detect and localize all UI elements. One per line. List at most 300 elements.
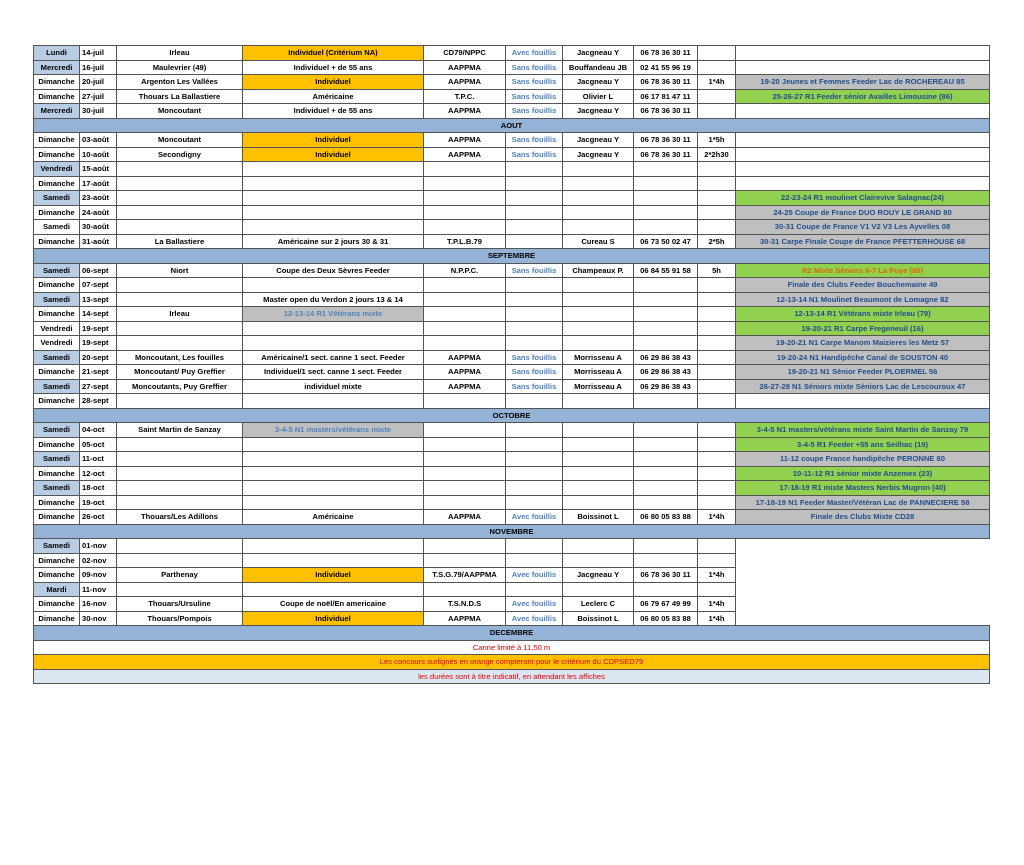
cell-phone: 06 78 36 30 11 — [634, 133, 698, 148]
cell-fouillis — [506, 292, 563, 307]
cell-duration — [698, 553, 736, 568]
cell-org: AAPPMA — [424, 147, 506, 162]
cell-contact — [563, 539, 634, 554]
cell-place: Saint Martin de Sanzay — [117, 423, 243, 438]
cell-place: Moncoutant — [117, 104, 243, 119]
cell-contact — [563, 336, 634, 351]
cell-org: T.P.L.B.79 — [424, 234, 506, 249]
cell-contact — [563, 423, 634, 438]
cell-event — [736, 176, 990, 191]
cell-dow: Dimanche — [34, 597, 80, 612]
cell-place — [117, 582, 243, 597]
cell-duration — [698, 336, 736, 351]
cell-dow: Samedi — [34, 220, 80, 235]
cell-org — [424, 321, 506, 336]
schedule-row — [34, 495, 990, 510]
schedule-row — [34, 481, 990, 496]
cell-date: 23-août — [80, 191, 117, 206]
cell-fouillis — [506, 321, 563, 336]
cell-duration: 1*4h — [698, 597, 736, 612]
cell-contact — [563, 481, 634, 496]
cell-org — [424, 205, 506, 220]
cell-place — [117, 452, 243, 467]
cell-dow: Samedi — [34, 350, 80, 365]
cell-place: Moncoutant, Les fouilles — [117, 350, 243, 365]
cell-contact — [563, 452, 634, 467]
cell-date: 31-août — [80, 234, 117, 249]
schedule-row — [34, 321, 990, 336]
cell-duration — [698, 394, 736, 409]
schedule-row — [34, 104, 990, 119]
cell-dow: Dimanche — [34, 568, 80, 583]
cell-org — [424, 437, 506, 452]
cell-dow: Dimanche — [34, 437, 80, 452]
cell-event: 12-13-14 R1 Vétérans mixte Irleau (79) — [736, 307, 990, 322]
cell-event — [736, 539, 990, 554]
cell-date: 09-nov — [80, 568, 117, 583]
cell-phone — [634, 495, 698, 510]
cell-org: CD79/NPPC — [424, 46, 506, 61]
cell-format: 12-13-14 R1 Vétérans mixte — [243, 307, 424, 322]
cell-org: AAPPMA — [424, 510, 506, 525]
cell-format — [243, 437, 424, 452]
cell-org — [424, 539, 506, 554]
cell-duration — [698, 495, 736, 510]
cell-phone — [634, 452, 698, 467]
cell-contact: Boissinot L — [563, 510, 634, 525]
cell-format — [243, 162, 424, 177]
cell-phone — [634, 191, 698, 206]
cell-date: 04-oct — [80, 423, 117, 438]
cell-phone — [634, 176, 698, 191]
cell-dow: Dimanche — [34, 278, 80, 293]
cell-fouillis: Sans fouillis — [506, 60, 563, 75]
cell-dow: Samedi — [34, 423, 80, 438]
cell-format — [243, 452, 424, 467]
schedule-row — [34, 278, 990, 293]
cell-format: Américaine sur 2 jours 30 & 31 — [243, 234, 424, 249]
cell-dow: Samedi — [34, 263, 80, 278]
cell-duration — [698, 191, 736, 206]
cell-phone — [634, 205, 698, 220]
cell-duration — [698, 350, 736, 365]
schedule-row — [34, 452, 990, 467]
month-label: OCTOBRE — [34, 408, 990, 423]
month-header — [34, 118, 990, 133]
schedule-row — [34, 292, 990, 307]
cell-contact: Bouffandeau JB — [563, 60, 634, 75]
cell-dow: Dimanche — [34, 611, 80, 626]
cell-contact: Boissinot L — [563, 611, 634, 626]
cell-org: AAPPMA — [424, 365, 506, 380]
cell-fouillis: Sans fouillis — [506, 133, 563, 148]
schedule-row — [34, 205, 990, 220]
cell-phone: 06 78 36 30 11 — [634, 568, 698, 583]
schedule-row — [34, 75, 990, 90]
cell-duration — [698, 220, 736, 235]
cell-place — [117, 321, 243, 336]
cell-place — [117, 162, 243, 177]
month-label: DECEMBRE — [34, 626, 990, 641]
cell-event — [736, 582, 990, 597]
cell-contact: Jacgneau Y — [563, 75, 634, 90]
cell-phone: 06 73 50 02 47 — [634, 234, 698, 249]
cell-contact — [563, 292, 634, 307]
cell-phone — [634, 539, 698, 554]
cell-event: 10-11-12 R1 sénior mixte Anzemes (23) — [736, 466, 990, 481]
cell-event — [736, 133, 990, 148]
cell-place: Secondigny — [117, 147, 243, 162]
cell-fouillis — [506, 495, 563, 510]
cell-date: 10-août — [80, 147, 117, 162]
cell-date: 19-sept — [80, 336, 117, 351]
schedule-row — [34, 568, 990, 583]
cell-format: Individuel — [243, 611, 424, 626]
cell-contact: Morrisseau A — [563, 379, 634, 394]
month-label: AOUT — [34, 118, 990, 133]
cell-place: Thouars/Pompois — [117, 611, 243, 626]
cell-place: Irleau — [117, 307, 243, 322]
cell-place — [117, 191, 243, 206]
cell-org — [424, 466, 506, 481]
cell-format: 3-4-5 N1 masters/vétérans mixte — [243, 423, 424, 438]
cell-dow: Samedi — [34, 481, 80, 496]
cell-date: 19-oct — [80, 495, 117, 510]
cell-phone — [634, 423, 698, 438]
cell-date: 27-sept — [80, 379, 117, 394]
cell-place — [117, 481, 243, 496]
schedule-row — [34, 394, 990, 409]
cell-duration — [698, 539, 736, 554]
cell-event: 12-13-14 N1 Moulinet Beaumont de Lomagne 82 — [736, 292, 990, 307]
cell-contact: Morrisseau A — [563, 365, 634, 380]
cell-duration — [698, 582, 736, 597]
cell-phone: 06 78 36 30 11 — [634, 75, 698, 90]
cell-date: 30-nov — [80, 611, 117, 626]
cell-org — [424, 495, 506, 510]
cell-contact: Cureau S — [563, 234, 634, 249]
cell-contact — [563, 191, 634, 206]
cell-event: 24-25 Coupe de France DUO ROUY LE GRAND 80 — [736, 205, 990, 220]
cell-place: Moncoutant/ Puy Greffier — [117, 365, 243, 380]
cell-fouillis: Sans fouillis — [506, 379, 563, 394]
cell-fouillis: Sans fouillis — [506, 263, 563, 278]
cell-event — [736, 611, 990, 626]
cell-phone — [634, 481, 698, 496]
cell-date: 20-juil — [80, 75, 117, 90]
cell-place — [117, 278, 243, 293]
cell-place — [117, 205, 243, 220]
cell-place: Argenton Les Vallées — [117, 75, 243, 90]
cell-org: AAPPMA — [424, 75, 506, 90]
cell-place: Moncoutant — [117, 133, 243, 148]
cell-phone — [634, 292, 698, 307]
cell-format: Individuel (Critérium NA) — [243, 46, 424, 61]
cell-phone: 06 29 86 38 43 — [634, 365, 698, 380]
cell-format — [243, 539, 424, 554]
schedule-row — [34, 365, 990, 380]
cell-contact — [563, 553, 634, 568]
month-label: NOVEMBRE — [34, 524, 990, 539]
cell-contact — [563, 278, 634, 293]
cell-org — [424, 336, 506, 351]
cell-org: T.P.C. — [424, 89, 506, 104]
cell-place — [117, 539, 243, 554]
cell-phone — [634, 307, 698, 322]
cell-fouillis — [506, 582, 563, 597]
cell-date: 18-oct — [80, 481, 117, 496]
schedule-row — [34, 263, 990, 278]
cell-duration: 1*4h — [698, 611, 736, 626]
schedule-row — [34, 89, 990, 104]
cell-event: 17-18-19 R1 mixte Masters Nerbis Mugron (40) — [736, 481, 990, 496]
cell-phone — [634, 278, 698, 293]
cell-phone: 06 79 67 49 99 — [634, 597, 698, 612]
note-row — [34, 640, 990, 655]
cell-duration — [698, 104, 736, 119]
cell-fouillis — [506, 437, 563, 452]
cell-org — [424, 307, 506, 322]
cell-date: 03-août — [80, 133, 117, 148]
cell-fouillis: Sans fouillis — [506, 104, 563, 119]
schedule-row — [34, 220, 990, 235]
cell-contact — [563, 321, 634, 336]
cell-phone — [634, 553, 698, 568]
cell-duration: 1*4h — [698, 75, 736, 90]
schedule-row — [34, 553, 990, 568]
cell-event — [736, 568, 990, 583]
cell-event — [736, 60, 990, 75]
cell-place: Thouars La Ballastiere — [117, 89, 243, 104]
cell-event: 19-20-24 N1 Handipêche Canal de SOUSTON 40 — [736, 350, 990, 365]
cell-fouillis — [506, 220, 563, 235]
cell-format — [243, 553, 424, 568]
cell-phone — [634, 437, 698, 452]
cell-format: individuel mixte — [243, 379, 424, 394]
cell-format: Individuel/1 sect. canne 1 sect. Feeder — [243, 365, 424, 380]
cell-phone — [634, 162, 698, 177]
cell-fouillis — [506, 481, 563, 496]
cell-org — [424, 191, 506, 206]
cell-phone: 02 41 55 96 19 — [634, 60, 698, 75]
cell-date: 07-sept — [80, 278, 117, 293]
cell-place — [117, 176, 243, 191]
cell-format — [243, 176, 424, 191]
cell-place — [117, 336, 243, 351]
cell-duration: 1*5h — [698, 133, 736, 148]
cell-dow: Samedi — [34, 539, 80, 554]
cell-duration: 2*5h — [698, 234, 736, 249]
cell-event: 22-23-24 R1 moulinet Clairevive Salagnac(24) — [736, 191, 990, 206]
cell-dow: Dimanche — [34, 89, 80, 104]
cell-event: 25-26-27 R1 Feeder sénior Availles Limousine (86) — [736, 89, 990, 104]
cell-dow: Dimanche — [34, 234, 80, 249]
cell-date: 30-juil — [80, 104, 117, 119]
cell-fouillis: Avec fouillis — [506, 597, 563, 612]
cell-dow: Vendredi — [34, 162, 80, 177]
cell-fouillis — [506, 234, 563, 249]
cell-format — [243, 336, 424, 351]
cell-fouillis — [506, 539, 563, 554]
cell-fouillis — [506, 553, 563, 568]
cell-date: 14-juil — [80, 46, 117, 61]
cell-dow: Dimanche — [34, 147, 80, 162]
cell-phone: 06 29 86 38 43 — [634, 350, 698, 365]
cell-phone: 06 29 86 38 43 — [634, 379, 698, 394]
cell-duration: 2*2h30 — [698, 147, 736, 162]
cell-place: Thouars/Ursuline — [117, 597, 243, 612]
cell-contact — [563, 394, 634, 409]
cell-fouillis: Sans fouillis — [506, 350, 563, 365]
cell-duration — [698, 89, 736, 104]
cell-fouillis: Avec fouillis — [506, 510, 563, 525]
cell-event: 11-12 coupe France handipêche PERONNE 80 — [736, 452, 990, 467]
cell-place: Maulevrier (49) — [117, 60, 243, 75]
cell-dow: Samedi — [34, 191, 80, 206]
cell-dow: Dimanche — [34, 307, 80, 322]
cell-phone — [634, 321, 698, 336]
cell-date: 15-août — [80, 162, 117, 177]
cell-dow: Dimanche — [34, 495, 80, 510]
cell-place: Niort — [117, 263, 243, 278]
cell-date: 12-oct — [80, 466, 117, 481]
cell-fouillis — [506, 394, 563, 409]
cell-format: Individuel — [243, 568, 424, 583]
cell-org — [424, 394, 506, 409]
cell-contact — [563, 437, 634, 452]
schedule-row — [34, 582, 990, 597]
cell-event: 19-20-21 N1 Carpe Manom Maizieres les Metz 57 — [736, 336, 990, 351]
cell-duration — [698, 162, 736, 177]
cell-event: 3-4-5 N1 masters/vétérans mixte Saint Martin de Sanzay 79 — [736, 423, 990, 438]
cell-dow: Dimanche — [34, 75, 80, 90]
cell-org — [424, 423, 506, 438]
cell-duration — [698, 437, 736, 452]
cell-contact: Jacgneau Y — [563, 568, 634, 583]
cell-fouillis — [506, 307, 563, 322]
cell-contact: Morrisseau A — [563, 350, 634, 365]
cell-org — [424, 278, 506, 293]
cell-fouillis: Avec fouillis — [506, 568, 563, 583]
cell-format — [243, 220, 424, 235]
cell-place — [117, 394, 243, 409]
note-text: Canne limité à 11,50 m — [34, 640, 990, 655]
cell-dow: Dimanche — [34, 205, 80, 220]
cell-org — [424, 481, 506, 496]
cell-event — [736, 394, 990, 409]
cell-org — [424, 220, 506, 235]
cell-date: 17-août — [80, 176, 117, 191]
cell-event: Finale des Clubs Mixte CD28 — [736, 510, 990, 525]
month-header — [34, 524, 990, 539]
cell-fouillis — [506, 205, 563, 220]
cell-org — [424, 176, 506, 191]
cell-date: 11-oct — [80, 452, 117, 467]
cell-event: 17-18-19 N1 Feeder Master/Vétéran Lac de PANNECIERE 58 — [736, 495, 990, 510]
cell-phone: 06 17 81 47 11 — [634, 89, 698, 104]
cell-fouillis — [506, 176, 563, 191]
cell-fouillis — [506, 162, 563, 177]
cell-duration — [698, 292, 736, 307]
cell-event: 19-20-21 N1 Sénior Feeder PLOERMEL 56 — [736, 365, 990, 380]
note-row — [34, 669, 990, 684]
cell-format: Individuel — [243, 133, 424, 148]
schedule-row — [34, 234, 990, 249]
cell-format — [243, 205, 424, 220]
cell-event: 3-4-5 R1 Feeder +55 ans Seilhac (19) — [736, 437, 990, 452]
cell-org: AAPPMA — [424, 104, 506, 119]
cell-phone: 06 78 36 30 11 — [634, 147, 698, 162]
cell-format: Individuel — [243, 75, 424, 90]
cell-contact: Jacgneau Y — [563, 147, 634, 162]
cell-org — [424, 553, 506, 568]
cell-format — [243, 321, 424, 336]
cell-date: 13-sept — [80, 292, 117, 307]
cell-duration — [698, 205, 736, 220]
calendar-body — [34, 46, 990, 684]
cell-dow: Vendredi — [34, 321, 80, 336]
cell-org: AAPPMA — [424, 133, 506, 148]
cell-fouillis — [506, 423, 563, 438]
cell-duration: 5h — [698, 263, 736, 278]
cell-format: Individuel — [243, 147, 424, 162]
cell-fouillis: Sans fouillis — [506, 147, 563, 162]
cell-org: T.S.G.79/AAPPMA — [424, 568, 506, 583]
cell-format — [243, 394, 424, 409]
schedule-row — [34, 597, 990, 612]
cell-duration — [698, 452, 736, 467]
cell-dow: Mardi — [34, 582, 80, 597]
cell-contact — [563, 466, 634, 481]
note-row — [34, 655, 990, 670]
cell-date: 02-nov — [80, 553, 117, 568]
cell-format: Américaine/1 sect. canne 1 sect. Feeder — [243, 350, 424, 365]
cell-place: La Ballastiere — [117, 234, 243, 249]
cell-contact — [563, 307, 634, 322]
cell-contact: Leclerc C — [563, 597, 634, 612]
cell-event — [736, 553, 990, 568]
schedule-row — [34, 611, 990, 626]
cell-org — [424, 162, 506, 177]
schedule-row — [34, 60, 990, 75]
month-header — [34, 626, 990, 641]
cell-duration: 1*4h — [698, 568, 736, 583]
month-header — [34, 249, 990, 264]
cell-format: Individuel + de 55 ans — [243, 104, 424, 119]
cell-date: 30-août — [80, 220, 117, 235]
cell-format: Master open du Verdon 2 jours 13 & 14 — [243, 292, 424, 307]
cell-event — [736, 597, 990, 612]
cell-event — [736, 147, 990, 162]
cell-fouillis: Avec fouillis — [506, 611, 563, 626]
cell-duration — [698, 307, 736, 322]
cell-phone — [634, 466, 698, 481]
schedule-row — [34, 539, 990, 554]
schedule-row — [34, 307, 990, 322]
cell-contact — [563, 176, 634, 191]
cell-date: 19-sept — [80, 321, 117, 336]
cell-contact: Jacgneau Y — [563, 46, 634, 61]
note-text: les durées sont à titre indicatif, en attendant les affiches — [34, 669, 990, 684]
cell-place — [117, 495, 243, 510]
cell-event: 30-31 Carpe Finale Coupe de France PFETTERHOUSE 68 — [736, 234, 990, 249]
cell-duration — [698, 365, 736, 380]
cell-place — [117, 220, 243, 235]
cell-format — [243, 278, 424, 293]
cell-org: AAPPMA — [424, 60, 506, 75]
cell-format: Américaine — [243, 89, 424, 104]
cell-contact: Jacgneau Y — [563, 104, 634, 119]
